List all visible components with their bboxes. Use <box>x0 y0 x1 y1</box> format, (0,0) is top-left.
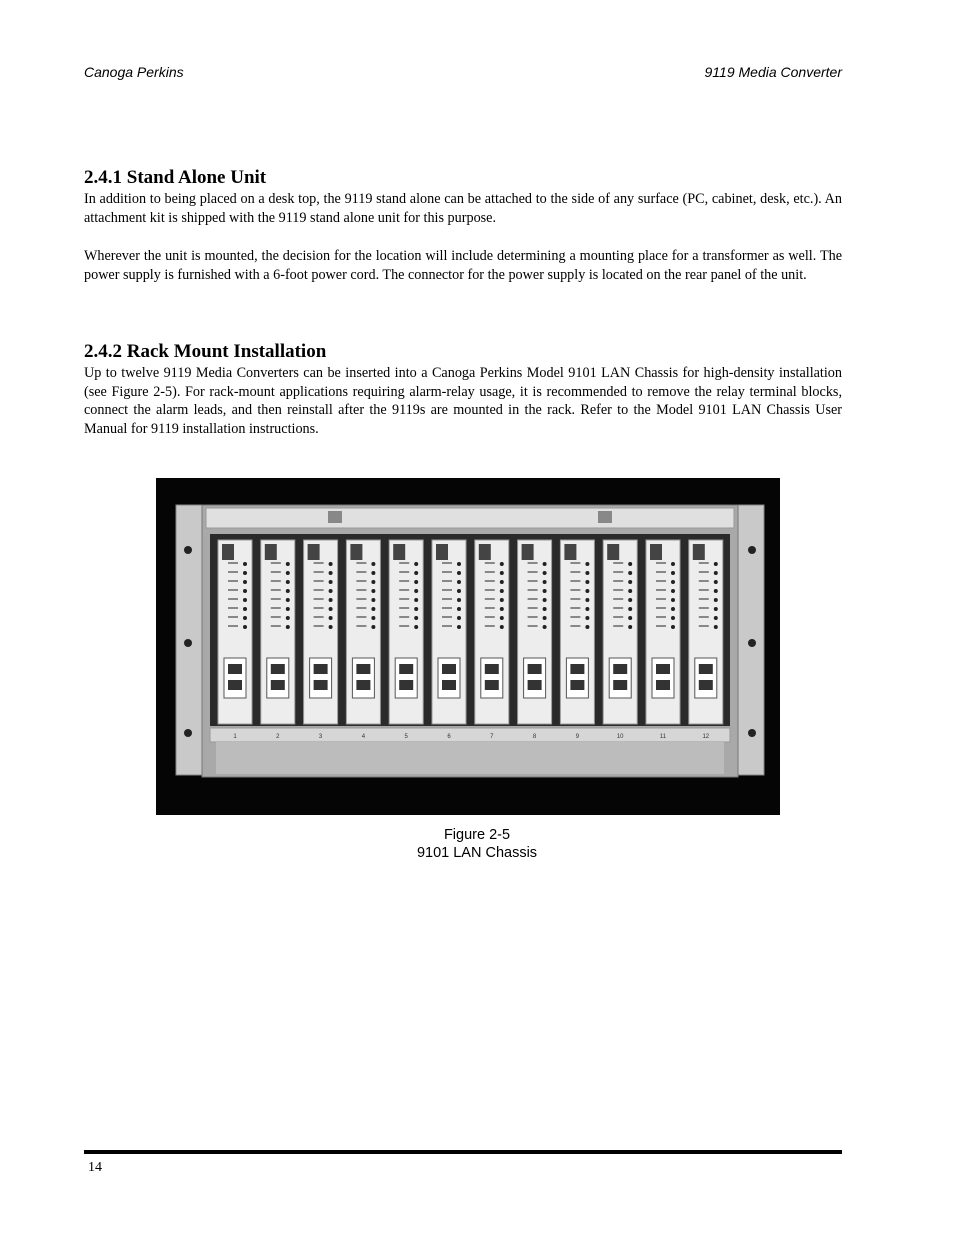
slot-label: 6 <box>447 734 451 740</box>
slot-label: 8 <box>532 734 537 740</box>
chassis-illustration <box>156 478 780 815</box>
converter-card <box>518 540 552 724</box>
converter-card <box>475 540 509 724</box>
converter-card <box>603 540 637 724</box>
converter-card <box>218 540 252 724</box>
section-heading-rack-mount: 2.4.2 Rack Mount Installation <box>84 341 327 362</box>
slot-label: 1 <box>233 734 237 740</box>
slot-label: 7 <box>490 734 494 740</box>
converter-card <box>304 540 338 724</box>
slot-label: 5 <box>404 734 408 740</box>
converter-card <box>261 540 295 724</box>
converter-card <box>689 540 723 724</box>
footer-rule <box>84 1150 842 1154</box>
bottom-rail <box>210 728 730 742</box>
figure-number: Figure 2-5 <box>443 827 511 843</box>
paragraph-stand-alone-1: In addition to being placed on a desk top, the 9119 stand alone can be attached to the side of any surface (PC, cabinet, desk, etc.). An attachment kit is shipped with the 9119 stand alone unit for this purpose. <box>84 191 842 226</box>
slot-label: 9 <box>575 734 580 740</box>
section-heading-stand-alone: 2.4.1 Stand Alone Unit <box>84 167 267 188</box>
converter-card <box>346 540 380 724</box>
figure-title: 9101 LAN Chassis <box>416 845 538 861</box>
paragraph-rack-mount: Up to twelve 9119 Media Converters can be inserted into a Canoga Perkins Model 9101 LAN Chassis for high-density installation (see Figure 2-5). For rack-mount applications requiring alarm-relay usage, it is recommended to remove the relay terminal blocks, connect the alarm leads, and then reinstall after the 9119s are mounted in the rack. Refer to the Model 9101 LAN Chassis User Manual for 9119 installation instructions. <box>84 365 842 438</box>
converter-card <box>646 540 680 724</box>
paragraph-stand-alone-2: Wherever the unit is mounted, the decision for the location will include determining a mounting place for a transformer as well. The power supply is furnished with a 6-foot power cord. The connector for the power supply is located on the rear panel of the unit. <box>84 248 842 283</box>
slot-label: 4 <box>361 734 366 740</box>
converter-card <box>560 540 594 724</box>
slot-label: 2 <box>276 734 280 740</box>
slot-label: 12 <box>702 734 710 740</box>
slot-label: 3 <box>318 734 323 740</box>
header-product: 9119 Media Converter <box>704 64 842 80</box>
slot-label: 10 <box>616 734 624 740</box>
slot-label: 11 <box>659 734 667 740</box>
converter-card <box>389 540 423 724</box>
header-company: Canoga Perkins <box>84 64 184 80</box>
chassis-base <box>216 742 724 774</box>
converter-card <box>432 540 466 724</box>
chassis-photo <box>156 478 780 815</box>
top-rail <box>206 508 734 528</box>
page-number: 14 <box>88 1160 102 1175</box>
